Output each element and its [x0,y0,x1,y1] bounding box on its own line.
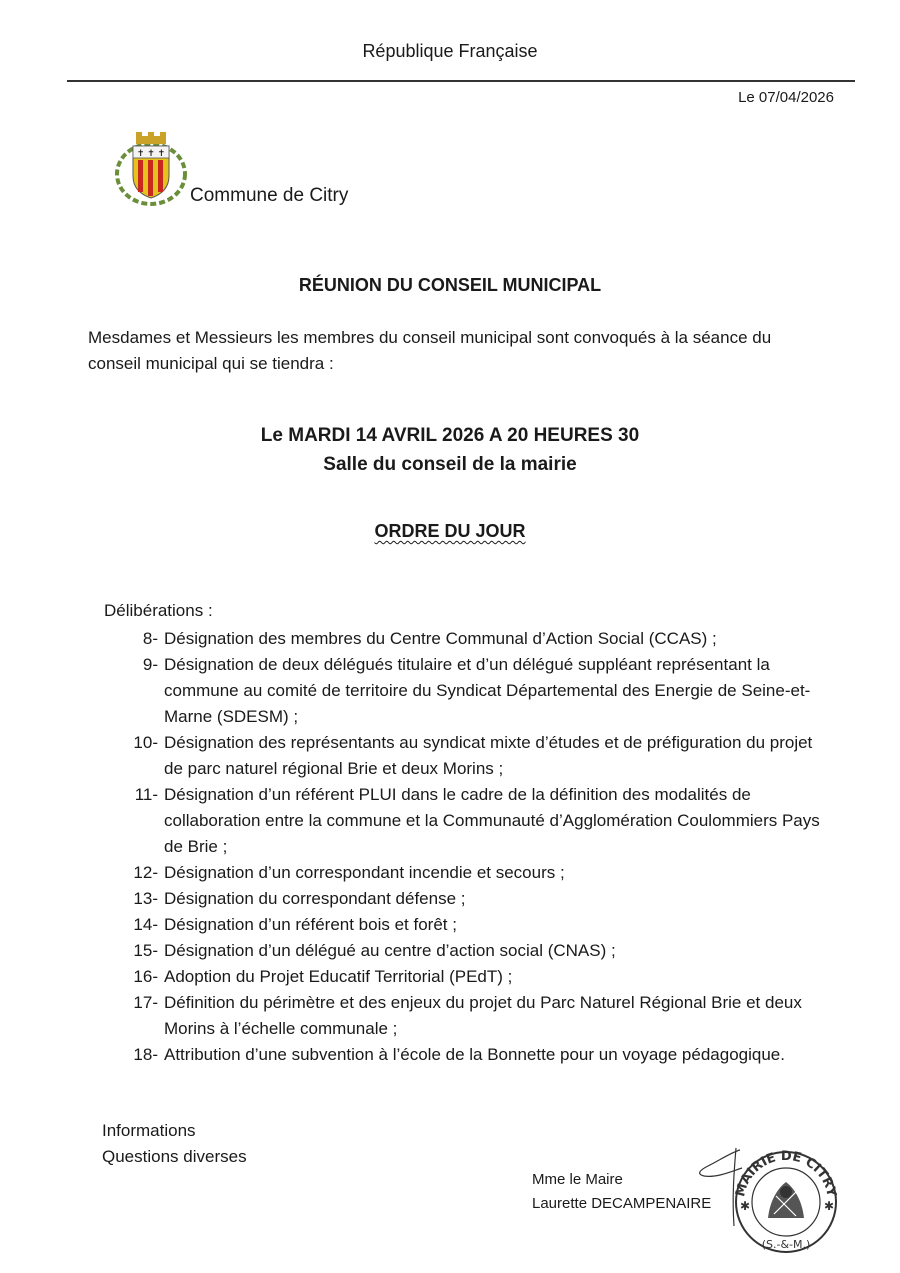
agenda-item-number: 9- [142,655,158,674]
agenda-item [100,990,820,1042]
republique-heading: République Française [362,41,538,61]
agenda-item [100,964,820,990]
agenda-item-text: Désignation de deux délégués titulaire et d’un délégué suppléant représentant la commune au comité de territoire du Syndicat Départemental des Energie de Seine-et-Marne (SDESM) ; [164,655,811,726]
svg-text:✱: ✱ [740,1199,751,1213]
document-title: RÉUNION DU CONSEIL MUNICIPAL [298,275,602,295]
agenda-item-number: 16- [133,967,158,986]
agenda-item-number: 11- [134,785,158,804]
agenda-item-text: Adoption du Projet Educatif Territorial (PEdT) ; [164,967,513,986]
agenda-item-number: 12- [133,863,158,882]
commune-name: Commune de Citry [190,185,349,206]
agenda-item-text: Désignation d’un délégué au centre d’action social (CNAS) ; [164,941,616,960]
agenda-item-number: 14- [133,915,158,934]
agenda-item-number: 17- [133,993,158,1012]
seal-bottom-text: (S.-&-M.) [761,1238,811,1251]
agenda-heading [0,521,900,542]
agenda-item-number: 15- [133,941,158,960]
agenda-item [100,730,820,782]
agenda-item [100,626,820,652]
agenda-item-number: 13- [133,889,158,908]
meeting-place: Salle du conseil de la mairie [323,454,577,475]
convocation-intro: Mesdames et Messieurs les membres du conseil municipal sont convoqués à la séance du conseil municipal qui se tiendra : [88,328,772,373]
commune-coat-of-arms-icon [111,128,191,208]
agenda-item [100,652,820,730]
informations-label: Informations [102,1121,196,1140]
agenda-list [100,626,820,1068]
agenda-item-number: 8- [142,629,158,648]
seal-top-text: MAIRIE DE CITRY [733,1148,839,1199]
agenda-item-text: Désignation des représentants au syndicat mixte d’études et de préfiguration du projet de parc naturel régional Brie et deux Morins ; [164,733,813,778]
agenda-item [100,782,820,860]
agenda-item [100,912,820,938]
agenda-item [100,938,820,964]
agenda-item [100,886,820,912]
mairie-seal-stamp-icon [730,1148,842,1256]
signatory-role: Mme le Maire [532,1171,623,1188]
agenda-item-number: 10- [133,733,158,752]
svg-text:✱: ✱ [824,1199,835,1213]
agenda-item-text: Désignation d’un référent bois et forêt ; [164,915,457,934]
agenda-item [100,860,820,886]
agenda-item-text: Désignation d’un référent PLUI dans le cadre de la définition des modalités de collaboration entre la commune et la Communauté d’Agglomération Coulommiers Pays de Brie ; [164,785,820,856]
deliberations-heading: Délibérations : [104,601,213,620]
agenda-item-text: Désignation d’un correspondant incendie et secours ; [164,863,565,882]
agenda-item-text: Définition du périmètre et des enjeux du projet du Parc Naturel Régional Brie et deux Morins à l’échelle communale ; [164,993,802,1038]
svg-text:✝ ✝ ✝: ✝ ✝ ✝ [136,149,166,159]
meeting-datetime: Le MARDI 14 AVRIL 2026 A 20 HEURES 30 [260,425,640,446]
signature-block [532,1168,711,1216]
questions-label: Questions diverses [102,1147,247,1166]
header-divider [67,80,855,82]
agenda-item-text: Attribution d’une subvention à l’école de la Bonnette pour un voyage pédagogique. [164,1045,785,1064]
agenda-item-number: 18- [133,1045,158,1064]
closing-section [102,1118,247,1170]
agenda-heading-text: ORDRE DU JOUR [374,521,526,541]
agenda-item [100,1042,820,1068]
signatory-name: Laurette DECAMPENAIRE [532,1195,712,1212]
document-date: Le 07/04/2026 [738,89,834,106]
agenda-item-text: Désignation des membres du Centre Communal d’Action Social (CCAS) ; [164,629,717,648]
agenda-item-text: Désignation du correspondant défense ; [164,889,466,908]
